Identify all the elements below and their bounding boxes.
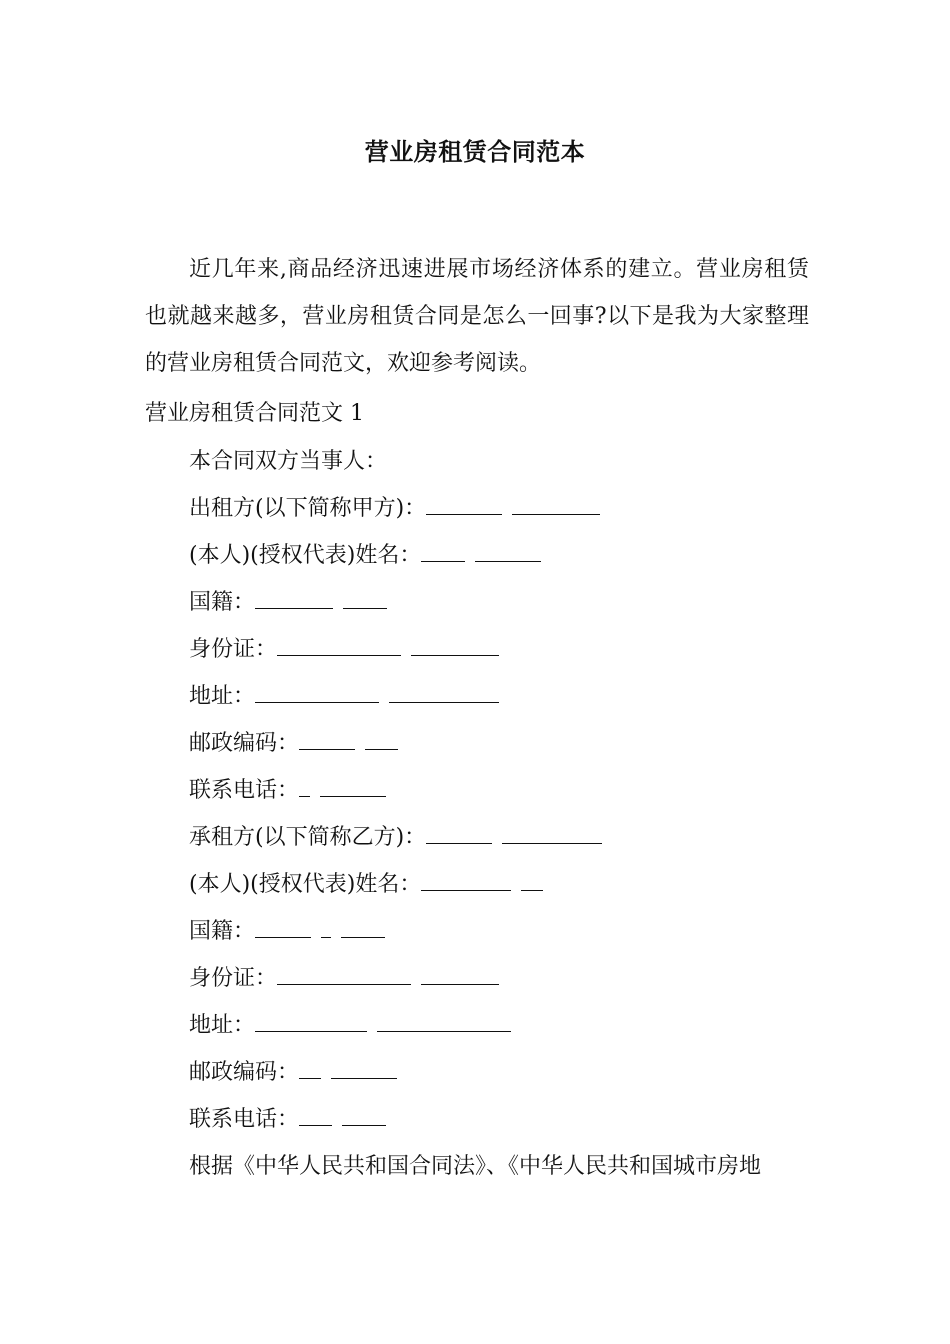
lessor-name-row bbox=[189, 536, 551, 576]
blank-line bbox=[421, 541, 465, 562]
blank-line bbox=[365, 729, 398, 750]
blank-line bbox=[331, 1058, 397, 1079]
blank-line bbox=[377, 1011, 511, 1032]
lessee-name-row bbox=[189, 865, 553, 905]
lessor-id-row bbox=[189, 630, 509, 670]
blank-line bbox=[320, 776, 386, 797]
intro-paragraph: 近几年来,商品经济迅速进展市场经济体系的建立。营业房租赁也就越来越多，营业房租赁合同是怎么一回事?以下是我为大家整理的营业房租赁合同范文，欢迎参考阅读。 bbox=[145, 257, 809, 376]
lessor-nationality-label: 国籍： bbox=[189, 590, 256, 615]
blank-line bbox=[321, 917, 331, 938]
lessor-heading-row bbox=[189, 489, 610, 529]
lessee-phone-label: 联系电话： bbox=[189, 1107, 300, 1132]
lessee-name-label: (本人)(授权代表)姓名： bbox=[189, 872, 422, 897]
blank-line bbox=[421, 870, 511, 891]
blank-line bbox=[342, 1105, 386, 1126]
lessee-heading-label: 承租方(以下简称乙方)： bbox=[189, 825, 427, 850]
lessor-address-row bbox=[189, 677, 509, 717]
lessor-nationality-row bbox=[189, 583, 397, 623]
lessee-address-label: 地址： bbox=[189, 1013, 256, 1038]
blank-line bbox=[502, 823, 602, 844]
section-heading: 营业房租赁合同范文 1 bbox=[145, 401, 364, 426]
lessee-address-row bbox=[189, 1006, 521, 1046]
blank-line bbox=[255, 682, 379, 703]
blank-line bbox=[475, 541, 541, 562]
blank-line bbox=[341, 917, 385, 938]
blank-line bbox=[255, 917, 311, 938]
blank-line bbox=[277, 964, 411, 985]
lessor-postcode-row bbox=[189, 724, 408, 764]
lessor-name-label: (本人)(授权代表)姓名： bbox=[189, 543, 422, 568]
blank-line bbox=[299, 1105, 332, 1126]
closing-line: 根据《中华人民共和国合同法》、《中华人民共和国城市房地 bbox=[189, 1154, 762, 1179]
parties-intro: 本合同双方当事人： bbox=[189, 449, 388, 474]
lessee-nationality-label: 国籍： bbox=[189, 919, 256, 944]
blank-line bbox=[512, 494, 600, 515]
blank-line bbox=[343, 588, 387, 609]
blank-line bbox=[299, 776, 310, 797]
lessee-postcode-label: 邮政编码： bbox=[189, 1060, 300, 1085]
blank-line bbox=[255, 588, 333, 609]
lessor-postcode-label: 邮政编码： bbox=[189, 731, 300, 756]
blank-line bbox=[277, 635, 401, 656]
lessee-phone-row bbox=[189, 1100, 396, 1140]
blank-line bbox=[426, 494, 502, 515]
blank-line bbox=[421, 964, 499, 985]
blank-line bbox=[299, 1058, 321, 1079]
lessee-id-label: 身份证： bbox=[189, 966, 278, 991]
lessor-heading-label: 出租方(以下简称甲方)： bbox=[189, 496, 427, 521]
blank-line bbox=[521, 870, 543, 891]
lessee-id-row bbox=[189, 959, 509, 999]
lessee-nationality-row bbox=[189, 912, 395, 952]
blank-line bbox=[389, 682, 499, 703]
lessor-phone-row bbox=[189, 771, 396, 811]
blank-line bbox=[411, 635, 499, 656]
lessor-phone-label: 联系电话： bbox=[189, 778, 300, 803]
blank-line bbox=[426, 823, 492, 844]
lessee-heading-row bbox=[189, 818, 612, 858]
document-title: 营业房租赁合同范本 bbox=[364, 138, 586, 166]
lessee-postcode-row bbox=[189, 1053, 407, 1093]
lessor-id-label: 身份证： bbox=[189, 637, 278, 662]
blank-line bbox=[299, 729, 355, 750]
blank-line bbox=[255, 1011, 367, 1032]
lessor-address-label: 地址： bbox=[189, 684, 256, 709]
